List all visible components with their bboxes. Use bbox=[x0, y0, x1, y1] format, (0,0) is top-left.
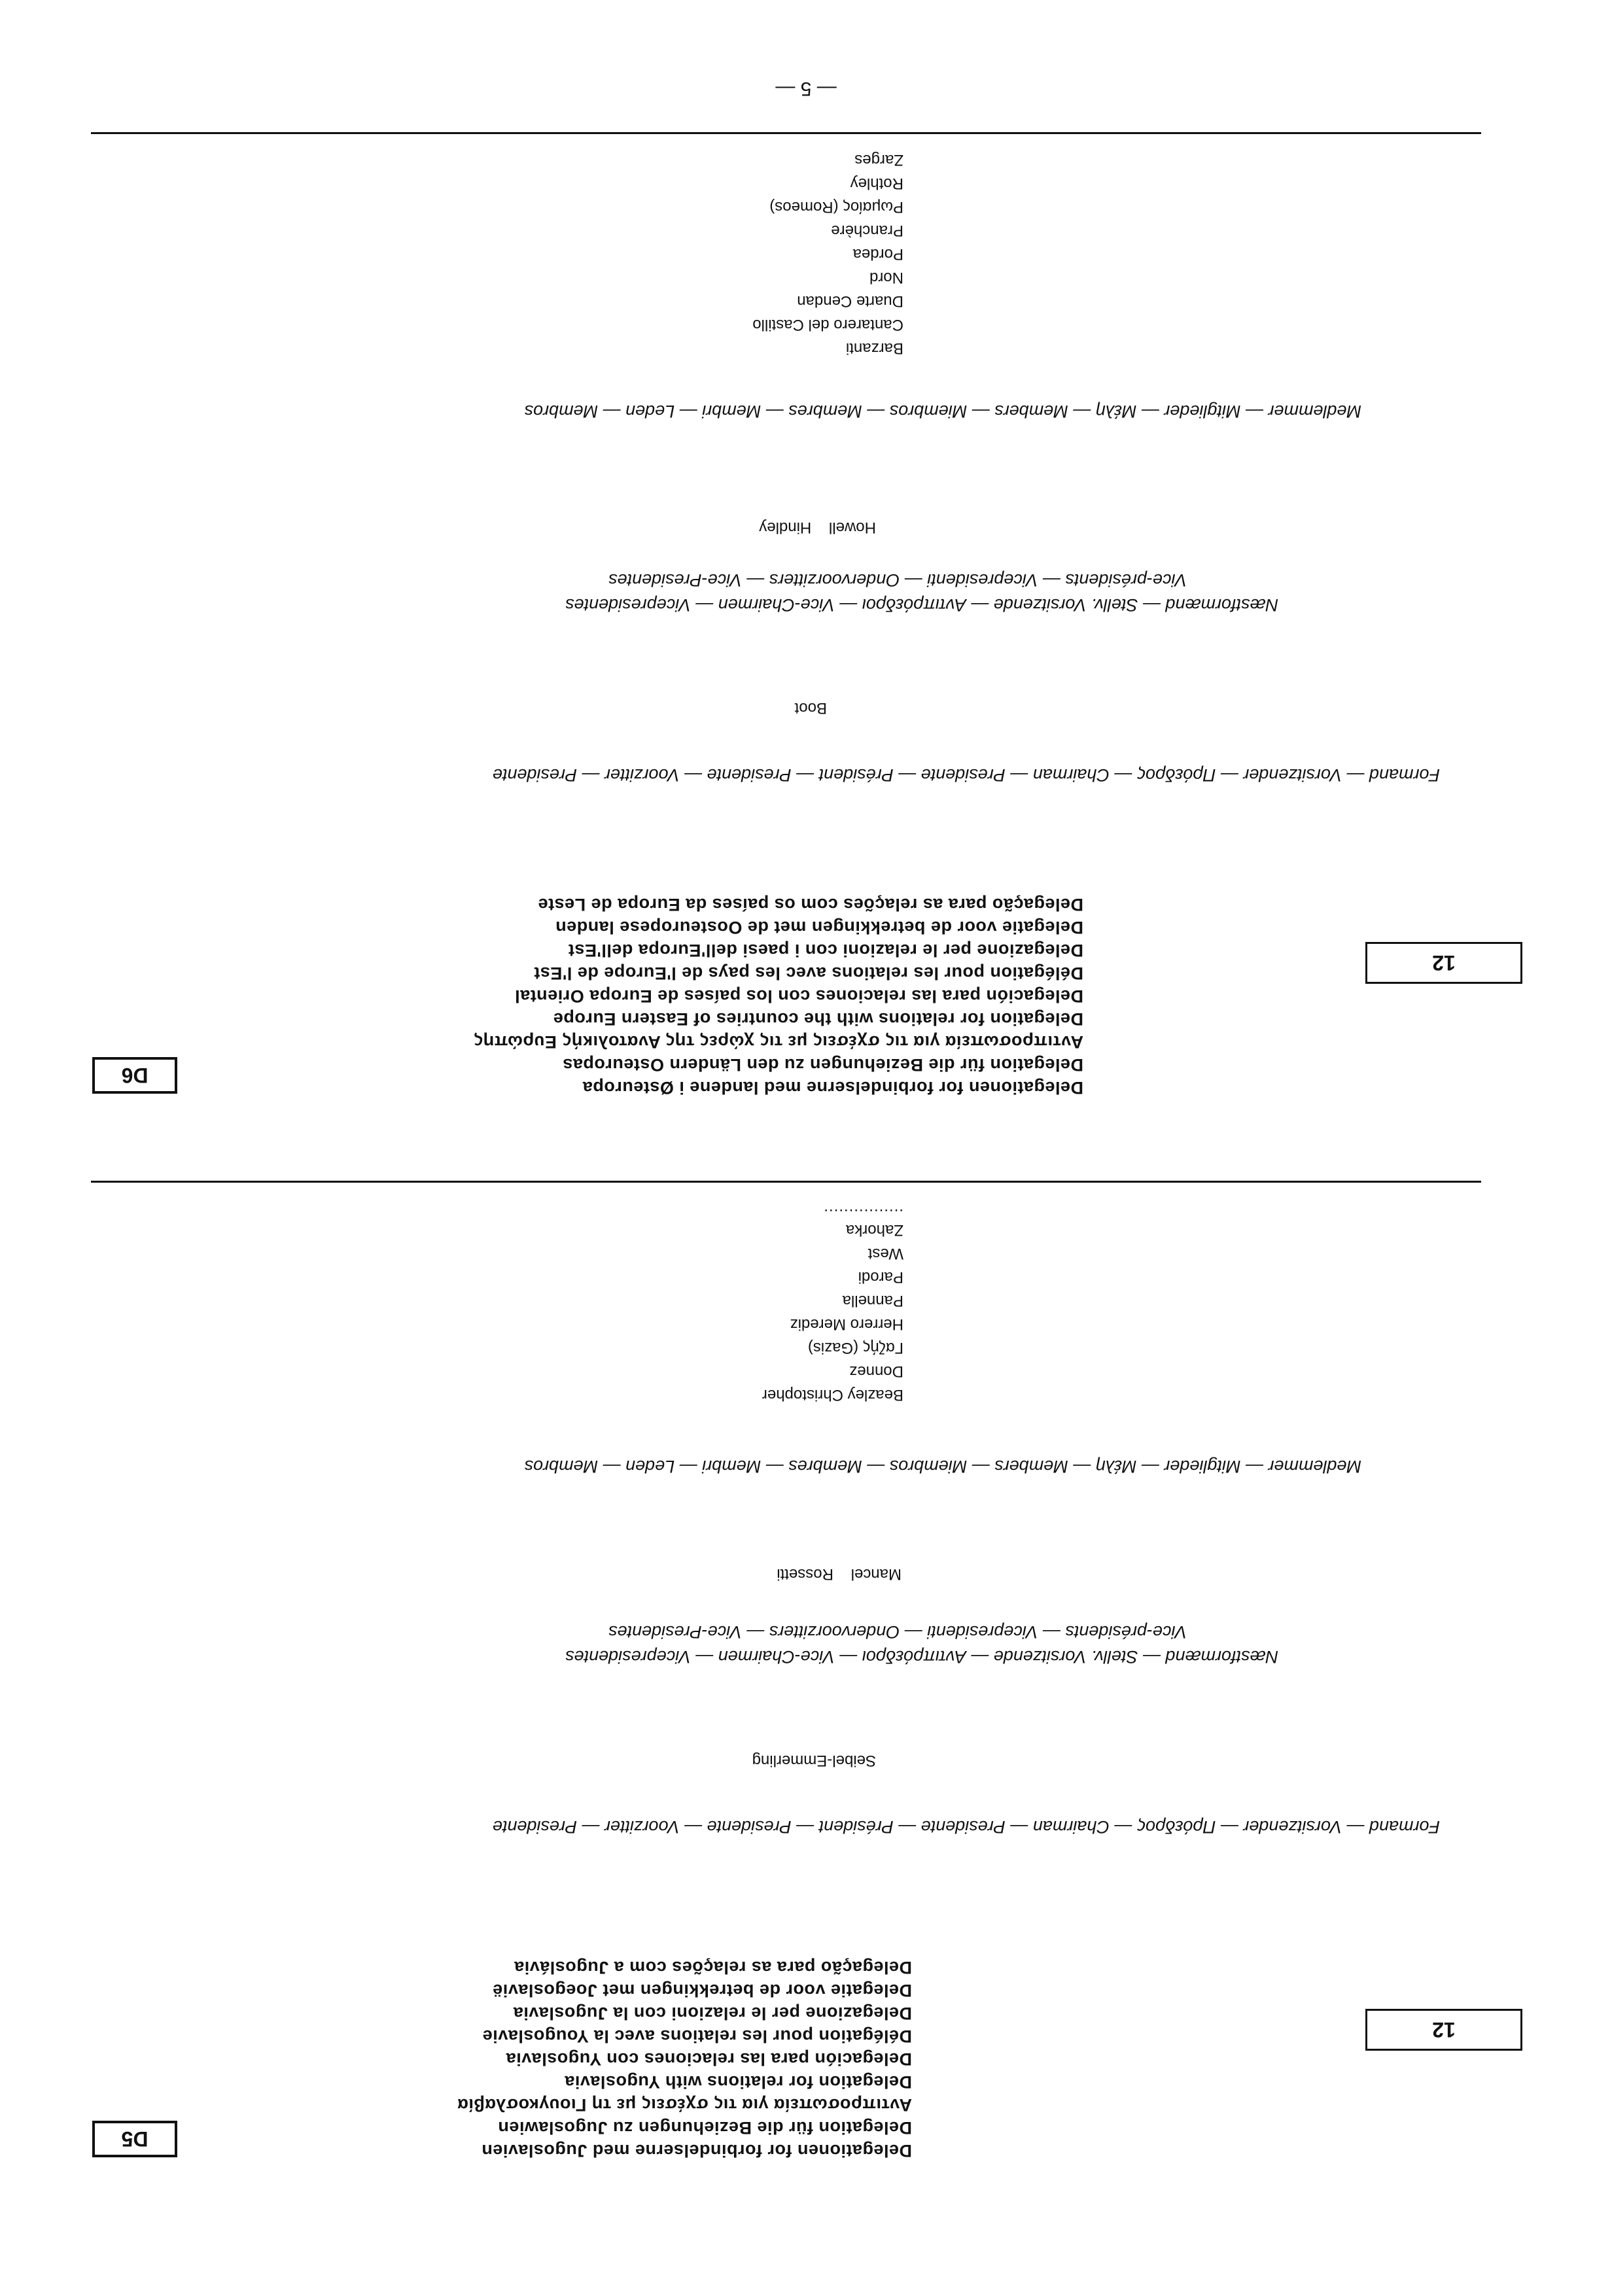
list-item: Γαζής (Gazis) bbox=[807, 1339, 903, 1357]
delegation-title-es: Delegación para las relaciones con Yugoslavia bbox=[506, 2049, 912, 2069]
delegation-title-fr: Délégation pour les relations avec la Yougoslavie bbox=[482, 2026, 912, 2046]
list-item: Cantarero del Castillo bbox=[752, 316, 903, 334]
delegation-title-da: Delegationen for forbindelserne med landene i Østeuropa bbox=[582, 1078, 1083, 1098]
delegation-title-en: Delegation for relations with the countries of Eastern Europe bbox=[553, 1009, 1083, 1029]
delegation-title-el: Αντιπροσωπεία για τις σχέσεις με τη Γιουγκοσλαβία bbox=[457, 2095, 912, 2115]
list-item: Ρωμαίος (Romeos) bbox=[769, 198, 903, 216]
list-item: West bbox=[867, 1245, 903, 1262]
section-number-box: 12 bbox=[1365, 942, 1522, 984]
delegation-title-es: Delegación para las relaciones con los países de Europa Oriental bbox=[514, 986, 1083, 1006]
bottom-rule bbox=[91, 132, 1481, 134]
vice-chair-names: Mancel Rossetti bbox=[777, 1565, 902, 1583]
page-number: — 5 — bbox=[775, 78, 837, 99]
vice-chair-names: Howell Hindley bbox=[759, 519, 876, 536]
list-item: Pranchère bbox=[831, 222, 903, 239]
vice-chair-label: Næstformænd — Stellv. Vorsitzende — Αντιπρόεδροι — Vice-Chairmen — Vicepresidentes bbox=[565, 595, 1278, 615]
continuation-dots: ................ bbox=[823, 1206, 903, 1223]
delegation-title-fr: Délégation pour les relations avec les pays de l'Europe de l'Est bbox=[533, 964, 1083, 983]
list-item: Pordea bbox=[852, 245, 903, 263]
section-divider bbox=[91, 1181, 1481, 1183]
delegation-title-de: Delegation für die Beziehungen zu den Ländern Osteuropas bbox=[562, 1055, 1083, 1075]
chair-label: Formand — Vorsitzender — Πρόεδρος — Chairman — Presidente — Président — Presidente — Voorzitter — Presidente bbox=[492, 765, 1440, 785]
chair-name: Seibel-Emmerling bbox=[752, 1752, 876, 1769]
delegation-title-de: Delegation für die Beziehungen zu Jugoslawien bbox=[497, 2118, 912, 2138]
delegation-titles bbox=[457, 1956, 912, 2162]
delegation-title-da: Delegationen for forbindelserne med Jugoslavien bbox=[481, 2141, 912, 2161]
members-label: Medlemmer — Mitglieder — Μέλη — Members — Miembros — Membres — Membri — Leden — Membros bbox=[524, 1457, 1361, 1476]
list-item: Nord bbox=[869, 269, 903, 287]
delegation-title-pt: Delegação para as relações com a Jugoslávia bbox=[514, 1958, 912, 1977]
member-list bbox=[762, 1218, 903, 1406]
section-code-badge: D6 bbox=[92, 1057, 177, 1094]
list-item: Pannella bbox=[842, 1292, 903, 1310]
chair-label: Formand — Vorsitzender — Πρόεδρος — Chairman — Presidente — Président — Presidente — Voorzitter — Presidente bbox=[492, 1817, 1440, 1837]
delegation-title-el: Αντιπροσωπεία για τις σχέσεις με τις χώρες της Ανατολικής Ευρώπης bbox=[473, 1032, 1083, 1052]
members-label: Medlemmer — Mitglieder — Μέλη — Members — Miembros — Membres — Membri — Leden — Membros bbox=[524, 402, 1361, 421]
list-item: Zarges bbox=[854, 151, 903, 169]
section-number-box: 12 bbox=[1365, 2009, 1522, 2051]
section-code-badge: D5 bbox=[92, 2121, 177, 2157]
list-item: Beazley Christopher bbox=[762, 1386, 903, 1404]
delegation-titles bbox=[474, 893, 1083, 1099]
list-item: Donnez bbox=[849, 1363, 903, 1380]
vice-chair-label-cont: Vice-présidents — Vicepresidenti — Ondervoorzitters — Vice-Presidentes bbox=[608, 1622, 1187, 1642]
chair-name: Boot bbox=[794, 699, 827, 717]
delegation-title-nl: Delegatie voor de betrekkingen met de Oosteuropese landen bbox=[555, 918, 1083, 937]
vice-chair-label: Næstformænd — Stellv. Vorsitzende — Αντιπρόεδροι — Vice-Chairmen — Vicepresidentes bbox=[565, 1647, 1278, 1667]
list-item: Duarte Cendan bbox=[797, 292, 903, 310]
list-item: Herrero Merediz bbox=[790, 1315, 903, 1333]
delegation-title-it: Delegazione per le relazioni con la Jugoslavia bbox=[513, 2004, 912, 2023]
vice-chair-label-cont: Vice-présidents — Vicepresidenti — Ondervoorzitters — Vice-Presidentes bbox=[608, 570, 1187, 590]
delegation-title-nl: Delegatie voor de betrekkingen met Joegoslavië bbox=[492, 1981, 912, 2000]
list-item: Parodi bbox=[858, 1268, 903, 1286]
list-item: Barzanti bbox=[845, 339, 903, 357]
list-item: Rothley bbox=[850, 175, 903, 192]
delegation-title-en: Delegation for relations with Yugoslavia bbox=[564, 2072, 912, 2092]
member-list bbox=[752, 148, 903, 360]
list-item: Zahorka bbox=[845, 1221, 903, 1239]
delegation-title-pt: Delegação para as relações com os países da Europa de Leste bbox=[538, 895, 1083, 914]
delegation-title-it: Delegazione per le relazioni con i paesi dell'Europa dell'Est bbox=[568, 941, 1083, 960]
